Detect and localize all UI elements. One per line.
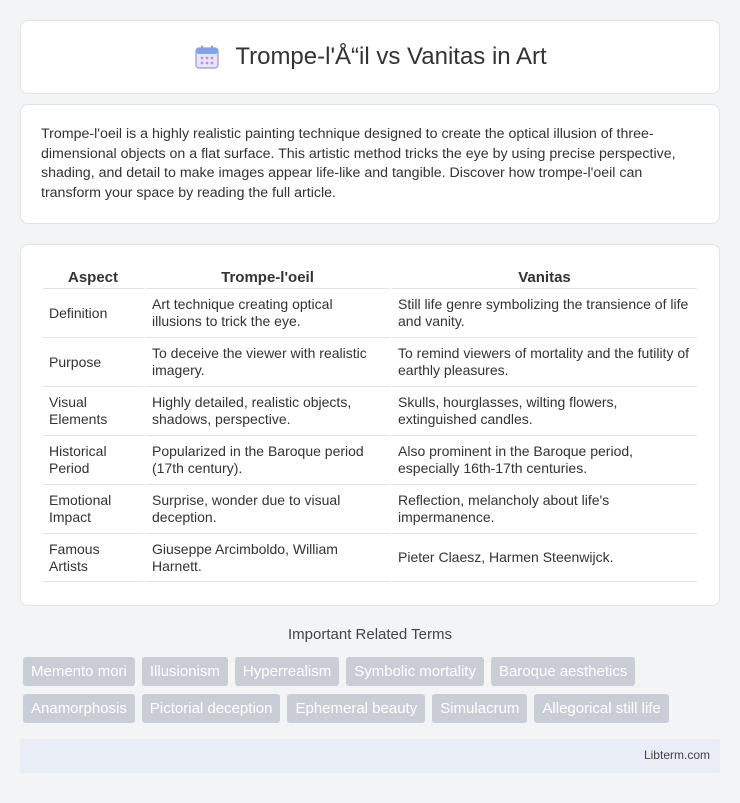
row-vanitas: Still life genre symbolizing the transience of life and vanity. (392, 288, 697, 337)
row-vanitas: Skulls, hourglasses, wilting flowers, extinguished candles. (392, 386, 697, 435)
row-aspect: Purpose (43, 337, 146, 386)
intro-card (20, 104, 720, 224)
table-row (43, 435, 697, 484)
table-row (43, 386, 697, 435)
tag-hyperrealism[interactable]: Hyperrealism (235, 657, 339, 686)
intro-text: Trompe-l'oeil is a highly realistic painting technique designed to create the optical illusion of three-dimensional objects on a flat surface. This artistic method tricks the eye by using precise perspective, shading, and detail to make images appear life-like and tangible. Discover how trompe-l'oeil can transform your space by reading the full article. (41, 126, 676, 201)
tag-memento-mori[interactable]: Memento mori (23, 657, 135, 686)
calendar-icon (193, 43, 221, 71)
header-vanitas: Vanitas (518, 269, 571, 286)
table-header-row (43, 265, 697, 288)
row-trompe-loeil: Surprise, wonder due to visual deception. (146, 484, 392, 533)
footer (20, 739, 720, 773)
row-vanitas: To remind viewers of mortality and the futility of earthly pleasures. (392, 337, 697, 386)
row-trompe-loeil: Highly detailed, realistic objects, shadows, perspective. (146, 386, 392, 435)
page-title: Trompe-l'Å“il vs Vanitas in Art (235, 43, 547, 70)
related-terms-tags (20, 657, 720, 723)
header-aspect: Aspect (43, 265, 146, 288)
tag-pictorial-deception[interactable]: Pictorial deception (142, 694, 281, 723)
tag-baroque-aesthetics[interactable]: Baroque aesthetics (491, 657, 635, 686)
row-aspect: Famous Artists (43, 533, 146, 582)
row-trompe-loeil: Popularized in the Baroque period (17th century). (146, 435, 392, 484)
comparison-table (43, 265, 697, 582)
row-aspect: Definition (43, 288, 146, 337)
tag-simulacrum[interactable]: Simulacrum (432, 694, 527, 723)
related-terms-section (20, 626, 720, 723)
table-row (43, 533, 697, 582)
row-vanitas: Pieter Claesz, Harmen Steenwijck. (392, 533, 697, 582)
table-row (43, 288, 697, 337)
row-aspect: Visual Elements (43, 386, 146, 435)
row-vanitas: Reflection, melancholy about life's impermanence. (392, 484, 697, 533)
tag-illusionism[interactable]: Illusionism (142, 657, 228, 686)
tag-symbolic-mortality[interactable]: Symbolic mortality (346, 657, 484, 686)
row-aspect: Historical Period (43, 435, 146, 484)
footer-site-link[interactable]: Libterm.com (643, 748, 710, 762)
table-row (43, 484, 697, 533)
comparison-table-card (20, 244, 720, 606)
header-card (20, 20, 720, 94)
tag-anamorphosis[interactable]: Anamorphosis (23, 694, 135, 723)
tag-ephemeral-beauty[interactable]: Ephemeral beauty (287, 694, 425, 723)
row-aspect: Emotional Impact (43, 484, 146, 533)
row-trompe-loeil: Art technique creating optical illusions to trick the eye. (146, 288, 392, 337)
related-terms-title: Important Related Terms (288, 626, 452, 643)
header-trompe-loeil: Trompe-l'oeil (146, 265, 392, 288)
table-row (43, 337, 697, 386)
row-vanitas: Also prominent in the Baroque period, especially 16th-17th centuries. (392, 435, 697, 484)
tag-allegorical-still-life[interactable]: Allegorical still life (534, 694, 668, 723)
row-trompe-loeil: Giuseppe Arcimboldo, William Harnett. (146, 533, 392, 582)
row-trompe-loeil: To deceive the viewer with realistic imagery. (146, 337, 392, 386)
